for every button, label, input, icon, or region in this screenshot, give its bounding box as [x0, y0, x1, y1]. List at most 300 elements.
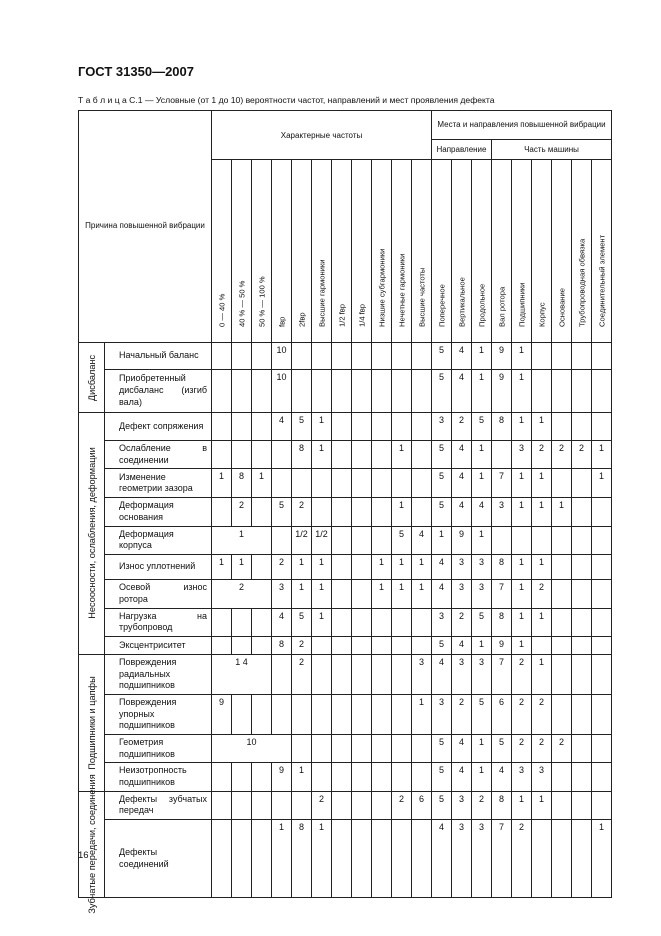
freq-value-cell: 1: [312, 608, 332, 636]
freq-value-cell: [292, 735, 312, 763]
part-value-cell: 1: [512, 555, 532, 580]
part-value-cell: 2: [532, 580, 552, 608]
freq-value-cell: [232, 636, 252, 654]
freq-value-cell: 1: [232, 555, 252, 580]
freq-value-cell: [252, 498, 272, 526]
part-value-cell: [552, 608, 572, 636]
part-value-cell: 1: [512, 608, 532, 636]
part-value-cell: 9: [492, 370, 512, 413]
freq-value-cell: 2: [312, 791, 332, 819]
freq-value-cell: [212, 370, 232, 413]
cause-cell: Повреждения упорных подшипников: [105, 694, 212, 734]
direction-value-cell: 4: [452, 498, 472, 526]
freq-value-cell: 2: [272, 555, 292, 580]
freq-value-cell: 4: [272, 413, 292, 441]
direction-value-cell: 5: [432, 735, 452, 763]
part-col-header: [492, 160, 512, 343]
part-value-cell: [552, 820, 572, 898]
direction-value-cell: 3: [432, 694, 452, 734]
freq-value-cell: [252, 608, 272, 636]
part-value-cell: 1: [592, 469, 612, 498]
column-label: Продольное: [477, 283, 486, 327]
freq-value-cell: 1/2: [312, 526, 332, 554]
cause-cell: Дефекты зубчатых передач: [105, 791, 212, 819]
part-value-cell: [592, 370, 612, 413]
freq-value-cell: [372, 608, 392, 636]
part-col-header: [512, 160, 532, 343]
direction-value-cell: 2: [452, 413, 472, 441]
direction-value-cell: 4: [452, 763, 472, 791]
column-label: Вертикальное: [457, 277, 466, 327]
freq-value-cell: 8: [292, 441, 312, 469]
freq-value-cell: [412, 343, 432, 370]
freq-value-cell: [252, 343, 272, 370]
part-value-cell: 1: [552, 498, 572, 526]
freq-value-cell: [212, 343, 232, 370]
freq-value-cell: [372, 498, 392, 526]
direction-value-cell: 3: [472, 654, 492, 694]
freq-value-cell: 1: [312, 820, 332, 898]
freq-value-cell: [412, 820, 432, 898]
part-value-cell: 8: [492, 791, 512, 819]
part-value-cell: 3: [512, 763, 532, 791]
part-value-cell: 2: [552, 441, 572, 469]
freq-col-header: [312, 160, 332, 343]
part-value-cell: [552, 370, 572, 413]
freq-value-cell: 8: [232, 469, 252, 498]
freq-value-cell: 8: [272, 636, 292, 654]
freq-value-cell: [292, 791, 312, 819]
group-cell: [79, 774, 105, 915]
freq-value-cell: 9: [212, 694, 232, 734]
group-label: Дисбаланс: [86, 354, 97, 401]
document-title: ГОСТ 31350—2007: [78, 64, 194, 79]
freq-value-cell: [392, 343, 412, 370]
column-label: Нечетные гармоники: [397, 253, 406, 327]
freq-value-cell: 1: [392, 441, 412, 469]
table-row: [79, 735, 612, 763]
direction-value-cell: 3: [472, 555, 492, 580]
freq-value-cell: 1: [372, 555, 392, 580]
column-label: Низшие субгармоники: [377, 248, 386, 327]
freq-value-cell: [232, 820, 252, 898]
part-value-cell: 1: [532, 498, 552, 526]
part-value-cell: 2: [512, 654, 532, 694]
freq-value-cell: [252, 413, 272, 441]
freq-value-cell: [412, 735, 432, 763]
part-value-cell: [572, 555, 592, 580]
freq-value-cell: [312, 498, 332, 526]
freq-value-cell: 1: [312, 441, 332, 469]
direction-value-cell: 1: [472, 469, 492, 498]
part-value-cell: [552, 343, 572, 370]
direction-value-cell: 5: [472, 608, 492, 636]
freq-value-cell: [412, 763, 432, 791]
column-label: 1/4 fвр: [357, 303, 366, 327]
freq-value-cell: [232, 413, 252, 441]
part-value-cell: [552, 791, 572, 819]
direction-value-cell: 5: [472, 694, 492, 734]
cause-cell: Неизотропность подшипников: [105, 763, 212, 791]
freq-col-header: [232, 160, 252, 343]
freq-value-cell: [272, 654, 292, 694]
freq-value-cell: 5: [392, 526, 412, 554]
freq-value-cell: 1: [212, 469, 232, 498]
freq-value-cell: [372, 441, 392, 469]
freq-value-cell: 1: [312, 580, 332, 608]
group-label: Подшипники и цапфы: [86, 676, 97, 770]
group-cell: [79, 413, 105, 655]
part-value-cell: [572, 763, 592, 791]
column-label: 1/2 fвр: [337, 303, 346, 327]
column-label: Соединительный элемент: [597, 234, 606, 327]
direction-value-cell: 3: [452, 791, 472, 819]
freq-value-cell: 1: [372, 580, 392, 608]
header-direction: Направление: [432, 140, 492, 160]
part-value-cell: [592, 654, 612, 694]
freq-value-cell: 9: [272, 763, 292, 791]
part-value-cell: [552, 555, 572, 580]
freq-value-cell: 1: [392, 555, 412, 580]
freq-value-cell: [352, 636, 372, 654]
freq-value-cell: [352, 694, 372, 734]
freq-value-cell: [392, 413, 412, 441]
direction-value-cell: 1: [472, 441, 492, 469]
freq-value-cell: [352, 735, 372, 763]
part-value-cell: 2: [572, 441, 592, 469]
freq-value-cell: 4: [412, 526, 432, 554]
freq-value-cell: [372, 469, 392, 498]
freq-value-cell: [252, 694, 272, 734]
part-value-cell: [592, 580, 612, 608]
part-value-cell: 4: [492, 763, 512, 791]
freq-value-cell: [312, 636, 332, 654]
freq-col-header: [352, 160, 372, 343]
freq-value-cell: [392, 735, 412, 763]
freq-value-cell: [332, 555, 352, 580]
part-value-cell: [592, 608, 612, 636]
freq-value-cell: 10: [272, 343, 292, 370]
freq-value-cell: [352, 343, 372, 370]
direction-value-cell: 4: [452, 343, 472, 370]
freq-value-cell: [352, 526, 372, 554]
column-label: fвр: [277, 316, 286, 327]
part-col-header: [552, 160, 572, 343]
freq-value-cell: [252, 370, 272, 413]
direction-value-cell: 5: [432, 343, 452, 370]
direction-value-cell: 5: [432, 441, 452, 469]
column-label: Корпус: [537, 302, 546, 327]
direction-col-header: [432, 160, 452, 343]
part-value-cell: [592, 526, 612, 554]
freq-value-cell: 1: [392, 498, 412, 526]
part-col-header: [532, 160, 552, 343]
cause-cell: Деформация корпуса: [105, 526, 212, 554]
freq-value-cell: [252, 820, 272, 898]
direction-value-cell: 1: [472, 343, 492, 370]
freq-value-cell: [352, 555, 372, 580]
part-value-cell: [592, 413, 612, 441]
part-value-cell: [592, 343, 612, 370]
part-value-cell: [592, 498, 612, 526]
freq-value-cell: [312, 469, 332, 498]
freq-value-cell: [332, 580, 352, 608]
direction-value-cell: 5: [432, 636, 452, 654]
cause-cell: Осевой износ ротора: [105, 580, 212, 608]
part-value-cell: 1: [512, 498, 532, 526]
table-row: [79, 636, 612, 654]
direction-value-cell: 9: [452, 526, 472, 554]
part-value-cell: 9: [492, 636, 512, 654]
part-value-cell: [592, 763, 612, 791]
freq-value-cell: 1: [412, 555, 432, 580]
freq-value-cell: [392, 654, 412, 694]
freq-value-cell: [372, 370, 392, 413]
header-places: Места и направления повышенной вибрации: [432, 111, 612, 140]
freq-value-cell: [372, 791, 392, 819]
part-value-cell: [552, 694, 572, 734]
cause-cell: Начальный баланс: [105, 343, 212, 370]
part-value-cell: [552, 654, 572, 694]
direction-value-cell: 4: [432, 820, 452, 898]
freq-value-cell: [352, 370, 372, 413]
freq-value-cell: [312, 735, 332, 763]
part-value-cell: [572, 694, 592, 734]
freq-value-cell: 8: [292, 820, 312, 898]
part-value-cell: 1: [532, 413, 552, 441]
part-value-cell: 1: [532, 555, 552, 580]
part-value-cell: 8: [492, 413, 512, 441]
table-row: [79, 343, 612, 370]
freq-col-header: [252, 160, 272, 343]
freq-value-cell: 5: [292, 413, 312, 441]
part-value-cell: [532, 636, 552, 654]
freq-col-header: [332, 160, 352, 343]
freq-value-cell: [292, 694, 312, 734]
table-row: [79, 555, 612, 580]
freq-value-cell: 2: [292, 636, 312, 654]
freq-value-cell: [212, 636, 232, 654]
part-value-cell: 1: [512, 469, 532, 498]
freq-col-header: [372, 160, 392, 343]
freq-value-cell: [352, 820, 372, 898]
freq-value-cell: [392, 370, 412, 413]
part-value-cell: [532, 820, 552, 898]
part-value-cell: 1: [592, 820, 612, 898]
direction-value-cell: 4: [452, 441, 472, 469]
part-value-cell: [532, 526, 552, 554]
freq-value-cell: 1: [272, 820, 292, 898]
freq-value-cell: [412, 370, 432, 413]
freq-value-cell: [212, 791, 232, 819]
part-value-cell: 1: [532, 469, 552, 498]
freq-value-cell: [332, 636, 352, 654]
part-col-header: [572, 160, 592, 343]
freq-value-cell: [312, 654, 332, 694]
freq-value-cell: [272, 791, 292, 819]
freq-value-cell: [352, 413, 372, 441]
freq-value-cell: [332, 820, 352, 898]
direction-value-cell: 1: [472, 526, 492, 554]
freq-value-cell: [412, 608, 432, 636]
freq-value-cell: [272, 694, 292, 734]
freq-value-cell: [412, 636, 432, 654]
table-row: [79, 763, 612, 791]
part-value-cell: [572, 370, 592, 413]
freq-value-cell: [372, 343, 392, 370]
freq-value-cell: [352, 580, 372, 608]
column-label: Поперечное: [437, 284, 446, 327]
freq-value-cell: [372, 763, 392, 791]
cause-cell: Эксцентриситет: [105, 636, 212, 654]
part-value-cell: [492, 526, 512, 554]
direction-value-cell: 4: [452, 735, 472, 763]
direction-value-cell: 2: [452, 694, 472, 734]
freq-value-cell: [332, 791, 352, 819]
direction-value-cell: 5: [432, 763, 452, 791]
part-value-cell: 8: [492, 555, 512, 580]
part-value-cell: [572, 498, 592, 526]
column-label: 50 % — 100 %: [257, 276, 266, 327]
freq-value-cell: 1: [412, 580, 432, 608]
part-value-cell: 1: [532, 791, 552, 819]
freq-value-cell: [312, 763, 332, 791]
freq-value-cell: [332, 654, 352, 694]
freq-value-cell: [232, 343, 252, 370]
freq-value-cell: [392, 820, 412, 898]
freq-value-cell: [332, 694, 352, 734]
table-row: [79, 370, 612, 413]
freq-value-cell: [332, 763, 352, 791]
part-value-cell: 5: [492, 735, 512, 763]
freq-value-cell: [332, 413, 352, 441]
direction-value-cell: 1: [472, 735, 492, 763]
freq-col-header: [412, 160, 432, 343]
column-label: Трубопроводная обвязка: [577, 238, 586, 327]
freq-value-cell: 1/2: [292, 526, 312, 554]
table-row: [79, 654, 612, 694]
part-value-cell: 1: [512, 636, 532, 654]
freq-value-cell: 2: [292, 654, 312, 694]
part-value-cell: 1: [512, 791, 532, 819]
freq-value-cell: [332, 469, 352, 498]
freq-value-cell: [392, 763, 412, 791]
freq-value-cell: [252, 555, 272, 580]
freq-value-cell: [332, 608, 352, 636]
direction-value-cell: 3: [472, 580, 492, 608]
direction-value-cell: 5: [432, 370, 452, 413]
freq-col-header: [212, 160, 232, 343]
freq-value-cell: [372, 820, 392, 898]
part-value-cell: 1: [512, 343, 532, 370]
freq-value-cell: [252, 763, 272, 791]
part-value-cell: 2: [512, 694, 532, 734]
freq-value-cell: [392, 636, 412, 654]
freq-value-cell: [252, 441, 272, 469]
part-value-cell: 3: [512, 441, 532, 469]
table-row: [79, 791, 612, 819]
freq-value-cell: 1: [312, 413, 332, 441]
header-machine-part: Часть машины: [492, 140, 612, 160]
part-value-cell: [532, 343, 552, 370]
freq-value-cell: [352, 498, 372, 526]
group-label: Зубчатые передачи, соединения: [86, 774, 97, 915]
direction-value-cell: 3: [452, 654, 472, 694]
freq-span-cell: 2: [212, 580, 272, 608]
freq-value-cell: [232, 694, 252, 734]
freq-value-cell: 1: [292, 763, 312, 791]
direction-value-cell: 4: [432, 555, 452, 580]
freq-value-cell: 1: [212, 555, 232, 580]
part-value-cell: 3: [492, 498, 512, 526]
group-label: Несоосности, ослабления, деформации: [86, 447, 97, 620]
direction-value-cell: 3: [452, 820, 472, 898]
column-label: 0 — 40 %: [217, 293, 226, 327]
part-value-cell: [572, 469, 592, 498]
direction-col-header: [472, 160, 492, 343]
part-value-cell: 2: [512, 820, 532, 898]
cause-cell: Дефекты соединений: [105, 820, 212, 898]
direction-value-cell: 3: [472, 820, 492, 898]
freq-value-cell: [212, 763, 232, 791]
freq-value-cell: [292, 469, 312, 498]
freq-value-cell: [292, 343, 312, 370]
part-value-cell: [572, 413, 592, 441]
part-value-cell: 2: [532, 694, 552, 734]
table-row: [79, 608, 612, 636]
column-label: 40 % — 50 %: [237, 280, 246, 327]
freq-value-cell: 1: [412, 694, 432, 734]
part-value-cell: 7: [492, 580, 512, 608]
freq-value-cell: [352, 608, 372, 636]
direction-value-cell: 5: [432, 498, 452, 526]
freq-value-cell: 4: [272, 608, 292, 636]
freq-value-cell: [212, 413, 232, 441]
freq-value-cell: [392, 694, 412, 734]
part-value-cell: 2: [552, 735, 572, 763]
direction-col-header: [452, 160, 472, 343]
direction-value-cell: 4: [432, 580, 452, 608]
freq-value-cell: [372, 636, 392, 654]
freq-value-cell: 1: [312, 555, 332, 580]
freq-value-cell: [312, 694, 332, 734]
column-label: Подшипники: [517, 282, 526, 327]
direction-value-cell: 5: [432, 791, 452, 819]
cause-cell: Ослабление в соединении: [105, 441, 212, 469]
freq-value-cell: [352, 791, 372, 819]
direction-value-cell: 4: [452, 469, 472, 498]
freq-value-cell: [212, 608, 232, 636]
direction-value-cell: 3: [452, 580, 472, 608]
cause-cell: Износ уплотнений: [105, 555, 212, 580]
cause-cell: Повреждения радиальных подшипников: [105, 654, 212, 694]
freq-value-cell: 10: [272, 370, 292, 413]
freq-value-cell: [372, 654, 392, 694]
direction-value-cell: 3: [452, 555, 472, 580]
cause-cell: Приобретенный дисбаланс (изгиб вала): [105, 370, 212, 413]
freq-value-cell: [372, 694, 392, 734]
part-value-cell: 2: [532, 735, 552, 763]
part-value-cell: [572, 820, 592, 898]
column-label: Высшие гармоники: [317, 259, 326, 327]
column-label: Высшие частоты: [417, 267, 426, 327]
freq-value-cell: [252, 791, 272, 819]
freq-value-cell: [332, 498, 352, 526]
direction-value-cell: 5: [432, 469, 452, 498]
freq-value-cell: [332, 526, 352, 554]
freq-span-cell: 1: [212, 526, 272, 554]
direction-value-cell: 1: [472, 763, 492, 791]
